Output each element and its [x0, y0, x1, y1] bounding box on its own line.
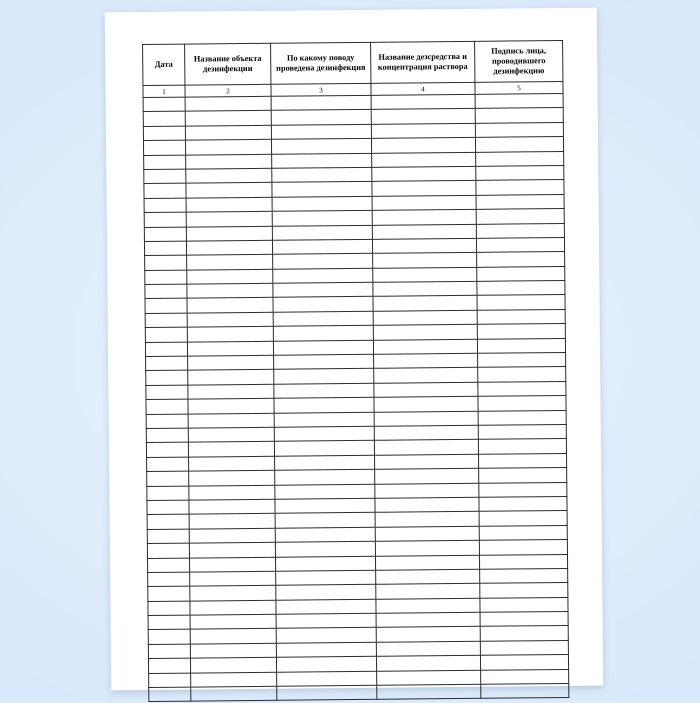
cell-signature	[476, 165, 564, 180]
cell-date	[147, 457, 189, 472]
cell-signature	[477, 324, 565, 339]
cell-signature	[478, 410, 566, 425]
cell-date	[143, 97, 185, 112]
cell-signature	[480, 655, 568, 670]
cell-date	[147, 529, 189, 544]
cell-object-name	[187, 327, 273, 342]
cell-reason	[272, 153, 372, 168]
cell-date	[147, 471, 189, 486]
cell-reason	[271, 95, 371, 110]
cell-reason	[276, 657, 376, 672]
cell-signature	[480, 568, 568, 583]
column-number-4: 4	[371, 82, 475, 95]
cell-object-name	[188, 442, 274, 457]
cell-reason	[276, 628, 376, 643]
cell-signature	[476, 180, 564, 195]
cell-signature	[479, 482, 567, 497]
cell-reason	[274, 412, 374, 427]
cell-signature	[478, 396, 566, 411]
cell-object-name	[186, 168, 272, 183]
cell-agent-concentration	[374, 411, 478, 426]
cell-signature	[481, 669, 569, 684]
cell-signature	[475, 108, 563, 123]
cell-agent-concentration	[374, 353, 478, 368]
column-header-signature: Подпись лица, проводившего дезинфекцию	[475, 40, 563, 82]
cell-reason	[277, 685, 377, 700]
cell-signature	[477, 281, 565, 296]
cell-reason	[276, 613, 376, 628]
cell-object-name	[189, 470, 275, 485]
cell-agent-concentration	[377, 684, 481, 699]
column-number-2: 2	[185, 84, 271, 97]
cell-agent-concentration	[372, 195, 476, 210]
cell-reason	[275, 469, 375, 484]
cell-reason	[276, 585, 376, 600]
cell-date	[145, 342, 187, 357]
cell-agent-concentration	[373, 281, 477, 296]
column-header-object-name: Название объекта дезинфекции	[185, 43, 271, 85]
cell-date	[145, 284, 187, 299]
cell-agent-concentration	[375, 540, 479, 555]
cell-reason	[273, 282, 373, 297]
cell-signature	[476, 223, 564, 238]
cell-object-name	[190, 571, 276, 586]
cell-object-name	[188, 370, 274, 385]
cell-signature	[479, 511, 567, 526]
cell-agent-concentration	[376, 641, 480, 656]
cell-reason	[271, 124, 371, 139]
cell-signature	[476, 151, 564, 166]
cell-agent-concentration	[372, 238, 476, 253]
cell-signature	[480, 583, 568, 598]
cell-reason	[277, 671, 377, 686]
cell-signature	[476, 237, 564, 252]
cell-date	[146, 371, 188, 386]
cell-object-name	[189, 514, 275, 529]
cell-object-name	[189, 557, 275, 572]
cell-date	[145, 270, 187, 285]
cell-object-name	[186, 211, 272, 226]
cell-signature	[480, 612, 568, 627]
cell-signature	[477, 309, 565, 324]
cell-object-name	[187, 283, 273, 298]
cell-reason	[274, 369, 374, 384]
disinfection-register-table	[142, 40, 569, 702]
cell-date	[147, 514, 189, 529]
cell-date	[146, 428, 188, 443]
cell-agent-concentration	[371, 94, 475, 109]
cell-date	[144, 183, 186, 198]
cell-date	[143, 126, 185, 141]
cell-date	[146, 414, 188, 429]
cell-reason	[276, 599, 376, 614]
cell-reason	[275, 484, 375, 499]
cell-agent-concentration	[375, 512, 479, 527]
cell-reason	[274, 354, 374, 369]
cell-object-name	[189, 456, 275, 471]
cell-date	[147, 558, 189, 573]
sheet-content-area	[142, 40, 568, 660]
cell-agent-concentration	[374, 382, 478, 397]
cell-reason	[273, 311, 373, 326]
cell-agent-concentration	[374, 368, 478, 383]
cell-object-name	[186, 197, 272, 212]
cell-object-name	[191, 686, 277, 701]
cell-signature	[476, 209, 564, 224]
cell-reason	[276, 642, 376, 657]
cell-agent-concentration	[373, 296, 477, 311]
cell-date	[147, 543, 189, 558]
cell-date	[143, 140, 185, 155]
cell-object-name	[190, 629, 276, 644]
cell-signature	[480, 626, 568, 641]
column-header-reason: По какому поводу проведена дезинфекция	[271, 42, 371, 84]
cell-date	[146, 356, 188, 371]
cell-date	[147, 500, 189, 515]
cell-signature	[477, 295, 565, 310]
cell-agent-concentration	[372, 224, 476, 239]
cell-signature	[479, 554, 567, 569]
cell-object-name	[190, 586, 276, 601]
cell-reason	[275, 513, 375, 528]
cell-reason	[275, 455, 375, 470]
cell-object-name	[188, 427, 274, 442]
cell-object-name	[185, 111, 271, 126]
cell-reason	[275, 541, 375, 556]
cell-date	[148, 644, 190, 659]
cell-reason	[273, 297, 373, 312]
column-header-date: Дата	[143, 44, 185, 85]
cell-signature	[481, 683, 569, 698]
cell-object-name	[187, 341, 273, 356]
cell-signature	[477, 266, 565, 281]
cell-reason	[272, 239, 372, 254]
cell-signature	[476, 194, 564, 209]
cell-agent-concentration	[373, 325, 477, 340]
cell-signature	[478, 381, 566, 396]
cell-signature	[478, 367, 566, 382]
table-header	[143, 40, 563, 97]
cell-agent-concentration	[371, 109, 475, 124]
cell-agent-concentration	[375, 497, 479, 512]
cell-object-name	[189, 499, 275, 514]
cell-agent-concentration	[371, 123, 475, 138]
cell-signature	[479, 496, 567, 511]
cell-date	[144, 241, 186, 256]
cell-object-name	[187, 312, 273, 327]
cell-agent-concentration	[375, 555, 479, 570]
cell-signature	[477, 252, 565, 267]
cell-object-name	[188, 384, 274, 399]
cell-reason	[276, 570, 376, 585]
cell-reason	[273, 254, 373, 269]
cell-reason	[271, 110, 371, 125]
cell-signature	[479, 540, 567, 555]
cell-object-name	[188, 398, 274, 413]
cell-date	[145, 313, 187, 328]
cell-reason	[275, 556, 375, 571]
cell-object-name	[189, 542, 275, 557]
cell-object-name	[187, 255, 273, 270]
cell-agent-concentration	[372, 209, 476, 224]
cell-object-name	[185, 125, 271, 140]
cell-date	[148, 630, 190, 645]
cell-date	[147, 486, 189, 501]
cell-agent-concentration	[376, 656, 480, 671]
cell-agent-concentration	[372, 166, 476, 181]
cell-reason	[274, 383, 374, 398]
cell-agent-concentration	[372, 181, 476, 196]
cell-agent-concentration	[376, 598, 480, 613]
cell-object-name	[191, 672, 277, 687]
cell-date	[143, 111, 185, 126]
cell-agent-concentration	[375, 454, 479, 469]
cell-signature	[477, 338, 565, 353]
cell-reason	[273, 326, 373, 341]
cell-date	[148, 572, 190, 587]
paper-sheet	[105, 8, 603, 691]
cell-signature	[478, 424, 566, 439]
cell-signature	[479, 525, 567, 540]
cell-date	[144, 155, 186, 170]
cell-agent-concentration	[375, 526, 479, 541]
cell-agent-concentration	[376, 612, 480, 627]
cell-date	[148, 601, 190, 616]
table-header-row	[143, 40, 563, 85]
cell-agent-concentration	[373, 267, 477, 282]
cell-date	[148, 615, 190, 630]
column-header-agent-concentration: Название дезсредства и концентрация раствора	[371, 41, 475, 83]
cell-date	[144, 227, 186, 242]
cell-date	[144, 169, 186, 184]
cell-agent-concentration	[376, 584, 480, 599]
cell-object-name	[186, 226, 272, 241]
cell-object-name	[186, 183, 272, 198]
cell-reason	[274, 398, 374, 413]
cell-agent-concentration	[374, 440, 478, 455]
cell-date	[144, 212, 186, 227]
cell-date	[145, 327, 187, 342]
cell-agent-concentration	[373, 310, 477, 325]
cell-object-name	[187, 269, 273, 284]
cell-object-name	[188, 355, 274, 370]
cell-agent-concentration	[376, 569, 480, 584]
cell-date	[145, 299, 187, 314]
cell-reason	[275, 498, 375, 513]
cell-signature	[479, 453, 567, 468]
cell-reason	[274, 441, 374, 456]
cell-signature	[480, 640, 568, 655]
cell-reason	[272, 182, 372, 197]
cell-agent-concentration	[374, 425, 478, 440]
cell-agent-concentration	[376, 627, 480, 642]
column-number-5: 5	[475, 81, 563, 94]
cell-reason	[272, 225, 372, 240]
cell-reason	[272, 167, 372, 182]
cell-signature	[480, 597, 568, 612]
cell-object-name	[185, 139, 271, 154]
cell-object-name	[190, 600, 276, 615]
cell-signature	[475, 137, 563, 152]
cell-agent-concentration	[374, 397, 478, 412]
cell-agent-concentration	[377, 670, 481, 685]
table-body	[143, 93, 569, 701]
cell-agent-concentration	[375, 483, 479, 498]
cell-signature	[475, 93, 563, 108]
cell-signature	[479, 468, 567, 483]
cell-agent-concentration	[373, 253, 477, 268]
cell-date	[148, 586, 190, 601]
cell-object-name	[189, 528, 275, 543]
cell-object-name	[185, 96, 271, 111]
cell-agent-concentration	[373, 339, 477, 354]
cell-agent-concentration	[375, 468, 479, 483]
cell-reason	[272, 196, 372, 211]
cell-object-name	[186, 154, 272, 169]
column-number-1: 1	[143, 85, 185, 97]
column-number-3: 3	[271, 83, 371, 96]
cell-date	[146, 385, 188, 400]
cell-reason	[274, 426, 374, 441]
cell-object-name	[190, 643, 276, 658]
cell-date	[144, 198, 186, 213]
cell-object-name	[190, 614, 276, 629]
cell-object-name	[190, 657, 276, 672]
cell-signature	[475, 122, 563, 137]
cell-object-name	[187, 298, 273, 313]
cell-reason	[273, 340, 373, 355]
cell-reason	[273, 268, 373, 283]
cell-object-name	[186, 240, 272, 255]
cell-agent-concentration	[372, 152, 476, 167]
cell-date	[145, 255, 187, 270]
cell-object-name	[189, 485, 275, 500]
cell-agent-concentration	[371, 137, 475, 152]
cell-reason	[275, 527, 375, 542]
cell-date	[149, 673, 191, 688]
cell-reason	[272, 210, 372, 225]
cell-date	[146, 399, 188, 414]
cell-signature	[478, 439, 566, 454]
cell-date	[148, 658, 190, 673]
cell-object-name	[188, 413, 274, 428]
cell-reason	[271, 138, 371, 153]
cell-signature	[478, 353, 566, 368]
cell-date	[146, 442, 188, 457]
